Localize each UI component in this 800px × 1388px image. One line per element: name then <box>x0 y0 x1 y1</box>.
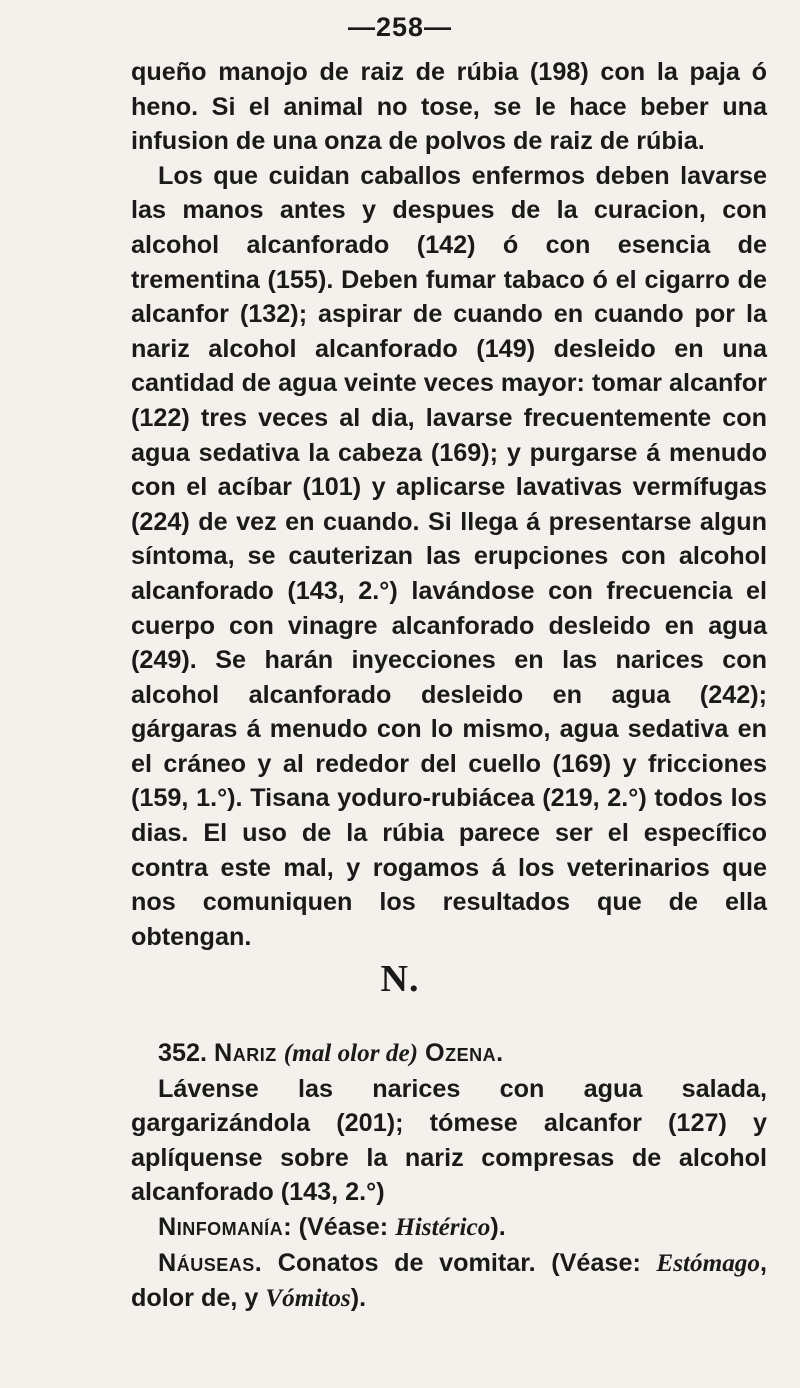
entry-synonym: Ozena. <box>425 1039 504 1067</box>
cross-reference: Vómitos <box>265 1285 351 1313</box>
entry-nauseas <box>131 1246 767 1317</box>
entry-number: 352. <box>158 1039 208 1067</box>
entry-qualifier: (mal olor de) <box>283 1040 419 1067</box>
entry-text: ). <box>350 1284 367 1313</box>
entry-text: ). <box>490 1212 506 1241</box>
entry-nariz <box>131 1036 767 1072</box>
paragraph-continuation: queño manojo de raiz de rúbia (198) con la paja ó heno. Si el animal no tose, se le hace beber una infusion de una onza de polvos de raiz de rúbia. <box>131 58 767 156</box>
entries-text <box>131 1036 767 1317</box>
entry-text: Conatos de vomitar. (Véase: <box>262 1248 657 1277</box>
entry-headword: Náuseas. <box>158 1248 263 1277</box>
page-number: —258— <box>347 12 453 42</box>
entry-text: : (Véase: <box>283 1212 396 1241</box>
entry-text: , dolor de, y <box>131 1248 767 1313</box>
entry-headword: Ninfomanía <box>158 1212 284 1241</box>
cross-reference: Estómago <box>656 1249 760 1277</box>
entry-ninfomania <box>131 1210 767 1246</box>
body-text <box>131 55 767 954</box>
entry-headword: Nariz <box>214 1039 277 1067</box>
entry-nariz-body: Lávense las narices con agua salada, gargarizándola (201); tómese alcanfor (127) y aplíquense sobre la nariz compresas de alcohol alcanforado (143, 2.°) <box>131 1074 767 1207</box>
paragraph-caretakers: Los que cuidan caballos enfermos deben lavarse las manos antes y despues de la curacion, con alcohol alcanforado (142) ó con esencia de trementina (155). Deben fumar tabaco ó el cigarro de alcanfor (132); aspirar de cuando en cuando por la nariz alcohol alcanforado (149) desleido en una cantidad de agua veinte veces mayor: tomar alcanfor (122) tres veces al dia, lavarse frecuentemente con agua sedativa la cabeza (169); y purgarse á menudo con el acíbar (101) y aplicarse lavativas vermífugas (224) de vez en cuando. Si llega á presentarse algun síntoma, se cauterizan las erupciones con alcohol alcanforado (143, 2.°) lavándose con frecuencia el cuerpo con vinagre alcanforado desleido en agua (249). Se harán inyecciones en las narices con alcohol alcanforado desleido en agua (242); gárgaras á menudo con lo mismo, agua sedativa en el cráneo y al rededor del cuello (169) y fricciones (159, 1.°). Tisana yoduro-rubiácea (219, 2.°) todos los dias. El uso de la rúbia parece ser el específico contra este mal, y rogamos á los veterinarios que nos comuniquen los resultados que de ella obtengan. <box>131 161 767 951</box>
section-heading: N. <box>380 958 420 1000</box>
cross-reference: Histérico <box>395 1213 491 1241</box>
